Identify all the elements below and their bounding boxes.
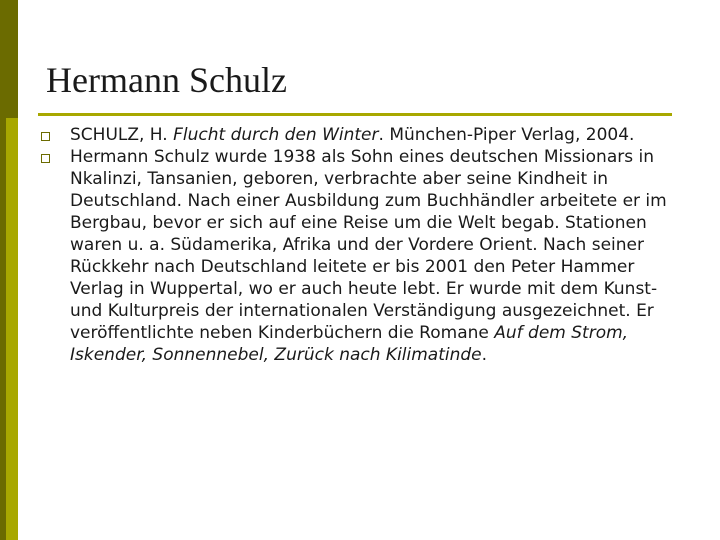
citation-author: SCHULZ, H. [70, 125, 174, 145]
left-accent-top-band [0, 0, 18, 118]
slide-title: Hermann Schulz [46, 60, 287, 100]
citation-publisher: . München-Piper Verlag, 2004. [378, 125, 635, 145]
biography-text [70, 147, 667, 365]
biography-end: . [481, 345, 488, 365]
citation-text [70, 125, 634, 145]
hollow-square-bullet-icon [41, 132, 50, 141]
biography-main: Hermann Schulz wurde 1938 als Sohn eines deutschen Missionars in Nkalinzi, Tansanien, geboren, verbrachte aber seine Kindheit in Deutschland. Nach einer Ausbildung zum Buchhändler arbeitete er im Bergbau, bevor er sich auf eine Reise um die Welt begab. Stationen waren u. a. Südamerika, Afrika und der Vordere Orient. Nach seiner Rückkehr nach Deutschland leitete er bis 2001 den Peter Hammer Verlag in Wuppertal, wo er auch heute lebt. Er wurde mit dem Kunst- und Kulturpreis der internationalen Verständigung ausgezeichnet. Er veröffentlichte neben Kinderbüchern die Romane [70, 147, 667, 343]
title-underline-rule [38, 113, 672, 116]
hollow-square-bullet-icon [41, 154, 50, 163]
citation-book-title: Flucht durch den Winter [173, 125, 379, 145]
bullet-item-biography [38, 146, 680, 366]
bullet-list [38, 124, 680, 366]
biography-novels: Auf dem Strom, Iskender, Sonnennebel, Zurück nach Kilimatinde [70, 323, 629, 365]
bullet-item-citation [38, 124, 680, 146]
